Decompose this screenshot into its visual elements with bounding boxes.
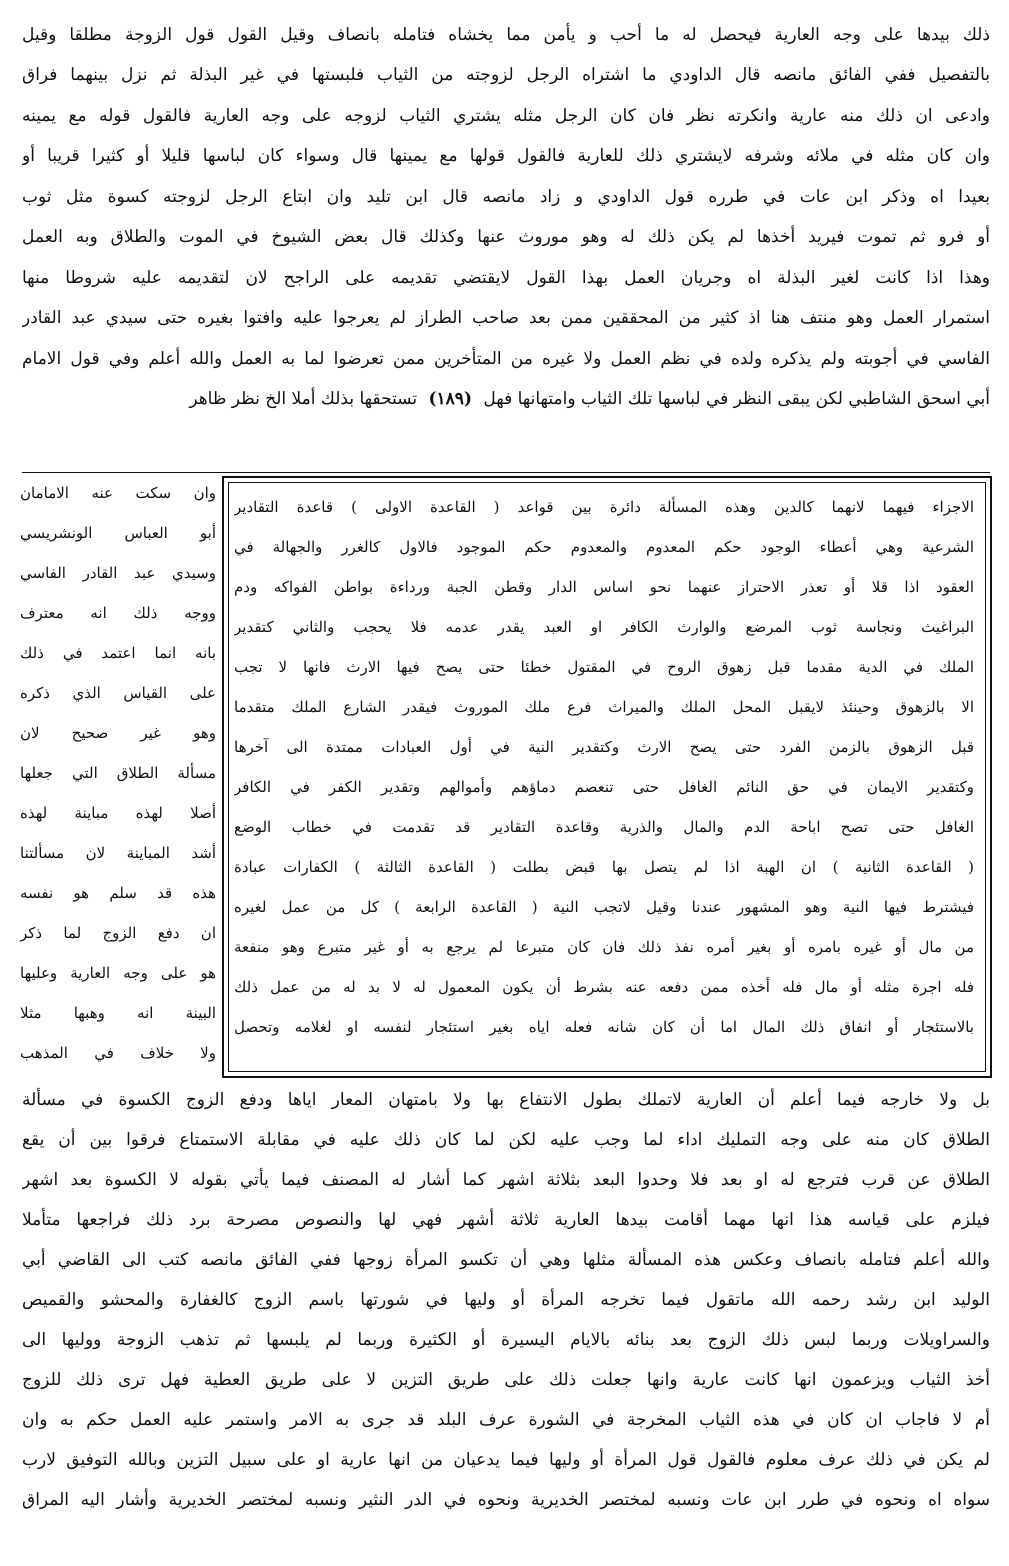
box-line: العقود اذا قلا أو تعذر الاحتراز عنهما نحو اساس الدار وقطن الجبة ورداءة بواطن الفواكه ودم bbox=[234, 578, 974, 596]
page-number: (١٨٩) bbox=[428, 389, 472, 409]
box-line: البراغيث ونجاسة ثوب المرضع والوارث الكافر او العبد يقدر عدمه فلا يحجب والثاني كتقدير bbox=[234, 618, 974, 636]
text-line: وان كان مثله في ملائه وشرفه لايشتري ذلك للعارية فالقول قولها مع يمينها قال وسواء كان لباسها قليلا أو كثيرا قريبا أو bbox=[22, 146, 990, 166]
box-line: الاجزاء فيهما لانهما كالدين وهذه المسألة دائرة بين قواعد ( القاعدة الاولى ) قاعدة التقادير bbox=[234, 498, 974, 516]
side-line: وسيدي عبد القادر الفاسي bbox=[20, 564, 216, 582]
side-line: وهو غير صحيح لان bbox=[20, 724, 216, 742]
text-line: وهذا اذا كانت لغير البذلة اه وجريان العمل بهذا القول لايقتضي تقديمه على الراجح لان لتقديمه عليه شروطا منها bbox=[22, 268, 990, 288]
box-line: الغافل حتى تصح اباحة الدم والمال والذرية وقاعدة التقادير قد تقدمت في خطاب الوضع bbox=[234, 818, 974, 836]
box-line: فيشترط فيها النية وهو المشهور عندنا وقيل لاتجب النية ( القاعدة الرابعة ) كل من عمل لغيره bbox=[234, 898, 974, 916]
text-line: أو فرو ثم تموت فيريد أخذها لم يكن ذلك له وهو موروث عنها وكذلك قال بعض الشيوخ في الموت والطلاق وبه العمل bbox=[22, 227, 990, 247]
box-line: قبل الزهوق بالزمن الفرد حتى يصح الارث وكتقدير النية في أول العبادات ممتدة الى آخرها bbox=[234, 738, 974, 756]
side-line: ووجه ذلك انه معترف bbox=[20, 604, 216, 622]
text-line: ذلك بيدها على وجه العارية فيحصل له ما أحب و يأمن مما يخشاه فتامله بانصاف وقيل القول قول الزوجة مطلقا وقيل bbox=[22, 25, 990, 45]
text-line: الوليد ابن رشد رحمه الله ماتقول فيما تخرجه المرأة أو وليها في شورتها باسم الزوج كالغفارة والمحشو والقميص bbox=[22, 1290, 990, 1310]
side-line: ان دفع الزوج لما ذكر bbox=[20, 924, 216, 942]
text-line: سواه اه ونحوه في طرر ابن عات ونسبه لمختصر الخديرية ونحوه في الدر النثير ونسبه لمختصر الخديرية وأشار اليه المراق bbox=[22, 1490, 990, 1510]
text-line: لم يكن في ذلك عرف معلوم فالقول قول المرأة أو وليها فيما يدعيان من انها عارية او على سبيل التزين وبالله التوفيق لارب bbox=[22, 1450, 990, 1470]
box-line: من مال أو غيره بامره أو بغير أمره نفذ ذلك فان كان متبرعا لم يرجع به أو غير متبرع وهو منفعة bbox=[234, 938, 974, 956]
separator-rule bbox=[22, 472, 990, 473]
box-line: وكتقدير الايمان في حق النائم الغافل حتى تنعصم دماؤهم وأموالهم وتقدير الكفر في الكافر bbox=[234, 778, 974, 796]
text-line: أخذ الثياب ويزعمون انها كانت عارية وانها جعلت ذلك على طريق التزين لا على طريق العطية فهل ترى ذلك للزوج bbox=[22, 1370, 990, 1390]
side-line: أبو العباس الونشريسي bbox=[20, 524, 216, 542]
text-line-with-page-number bbox=[22, 380, 990, 418]
side-line: على القياس الذي ذكره bbox=[20, 684, 216, 702]
text-line: بل ولا خارجه فيما أعلم أن العارية لاتملك بطول الانتفاع بها ولا بامتهان المعار اياها ودفع الزوج الكسوة في مسألة bbox=[22, 1090, 990, 1110]
box-line: ( القاعدة الثانية ) ان الهبة اذا لم يتصل بها قبض بطلت ( القاعدة الثالثة ) الكفارات عبادة bbox=[234, 858, 974, 876]
text-line: الطلاق كان منه على وجه التمليك اداء لما وجب عليه لكن لما كان ذلك عليه في مقابلة الاستمتاع فرقوا بين أن يقع bbox=[22, 1130, 990, 1150]
text-line: والله أعلم فتامله بانصاف وعكس هذه المسألة مثلها وهي أن تكسو المرأة زوجها ففي الفائق مانصه كتب الى القاضي أبي bbox=[22, 1250, 990, 1270]
text-line: وادعى ان ذلك منه عارية وانكرته نظر فان كان الرجل مثله يشتري الثياب لزوجه على وجه العارية فالقول قوله مع يمينه bbox=[22, 106, 990, 126]
side-line: بانه انما اعتمد في ذلك bbox=[20, 644, 216, 662]
text-line: الفاسي في أجوبته ولم يذكره ولده في نظم العمل ولا غيره من المتأخرين ممن تعرضوا لما به العمل والله أعلم وفي قول الامام bbox=[22, 349, 990, 369]
text-segment: أبي اسحق الشاطبي لكن يبقى النظر في لباسها تلك الثياب وامتهانها فهل bbox=[483, 389, 990, 409]
box-line: الملك في الدية مقدما قبل زهوق الروح في المقتول خطئا حتى يصح فيها الارث فانها لا تجب bbox=[234, 658, 974, 676]
side-line: هذه قد سلم هو نفسه bbox=[20, 884, 216, 902]
side-line: ولا خلاف في المذهب bbox=[20, 1044, 216, 1062]
box-line: بالاستئجار أو انفاق ذلك المال اما أن كان شانه فعله اياه بغير استئجار لنفسه او لغلامه وتحصل bbox=[234, 1018, 974, 1036]
text-line: الطلاق عن قرب فترجع له او بعد فلا وحدوا البعد بثلاثة اشهر كما أشار له المصنف فيما يأتي بقوله لا الكسوة بعد اشهر bbox=[22, 1170, 990, 1190]
box-line: الا بالزهوق وحينئذ لايقبل المحل الملك والميراث فرع ملك الموروث فيقدر الشارع الملك متقدما bbox=[234, 698, 974, 716]
side-line: مسألة الطلاق التي جعلها bbox=[20, 764, 216, 782]
side-line: أصلا لهذه مباينة لهذه bbox=[20, 804, 216, 822]
box-line: الشرعية وهي أعطاء الوجود حكم المعدوم والمعدوم حكم الموجود فالاول كالغرر والجهالة في bbox=[234, 538, 974, 556]
text-line: فيلزم على قياسه هذا انها مهما أقامت بيدها العارية ثلاثة أشهر فهي لها والنصوص مصرحة برد ذلك فراجعها متأملا bbox=[22, 1210, 990, 1230]
text-line: والسراويلات وربما لبس ذلك الزوج بعد بنائه بالايام اليسيرة أو الكثيرة وربما لم يلبسها ثم تذهب الزوجة ووليها الى bbox=[22, 1330, 990, 1350]
text-line: استمرار العمل وهو منتف هنا اذ كثير من المحققين ممن بعد صاحب الطراز لم يعرجوا عليه وافتوا بغيره حتى سيدي عبد القادر bbox=[22, 308, 990, 328]
text-line: أم لا فاجاب ان كان في هذه الثياب المخرجة في الشورة عرف البلد قد جرى به الامر واستمر عليه العمل حكم به وان bbox=[22, 1410, 990, 1430]
side-line: أشد المباينة لان مسألتنا bbox=[20, 844, 216, 862]
text-line: بالتفصيل ففي الفائق مانصه قال الداودي ما اشتراه الرجل لزوجته من الثياب فلبستها في غير البذلة ثم نزل بينهما فراق bbox=[22, 65, 990, 85]
text-line: بعيدا اه وذكر ابن عات في طرره قول الداودي و زاد مانصه قال ابن تليد وان ابتاع الرجل لزوجته كسوة مثل ثوب bbox=[22, 187, 990, 207]
text-segment: تستحقها بذلك أملا الخ نظر ظاهر bbox=[189, 389, 418, 409]
box-line: فله اجرة مثله أو مال فله أخذه ممن دفعه عنه بشرط أن يكون المعمول له لا بد له من عمل ذلك bbox=[234, 978, 974, 996]
side-line: وان سكت عنه الامامان bbox=[20, 484, 216, 502]
side-line: البينة انه وهبها مثلا bbox=[20, 1004, 216, 1022]
side-line: هو على وجه العارية وعليها bbox=[20, 964, 216, 982]
